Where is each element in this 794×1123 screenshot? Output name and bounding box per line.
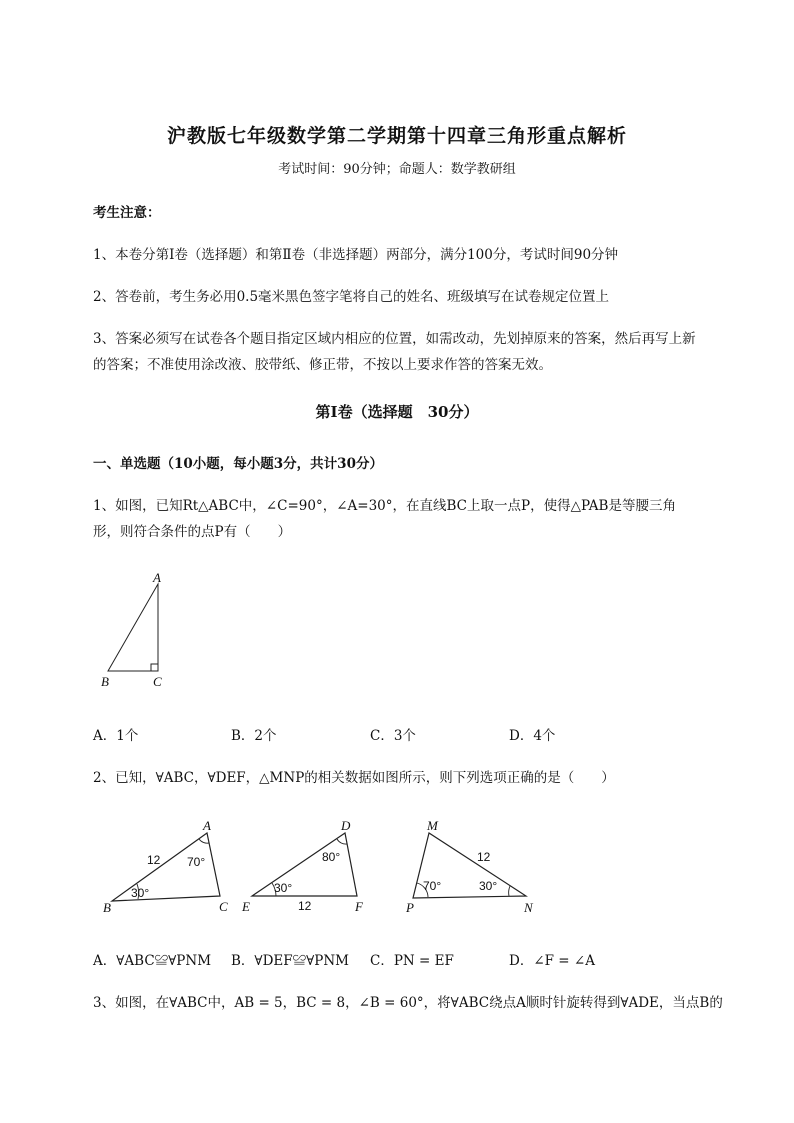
question-1-text-cont: 形，则符合条件的点P有（ ） — [93, 524, 292, 540]
q2-option-c[interactable]: C．PN = EF — [370, 953, 454, 969]
notice-item-1: 1、本卷分第Ⅰ卷（选择题）和第Ⅱ卷（非选择题）两部分，满分100分，考试时间90分钟 — [93, 247, 619, 263]
q1-option-b[interactable]: B．2个 — [231, 728, 277, 744]
vertex-a-label: A — [203, 818, 211, 833]
exam-info: 考试时间：90分钟；命题人：数学教研组 — [278, 162, 516, 177]
triangle-def — [252, 833, 357, 896]
angle-d-arc — [337, 839, 347, 844]
vertex-c-label: C — [153, 674, 162, 689]
vertex-b-label: B — [101, 674, 109, 689]
vertex-b-label: B — [103, 900, 111, 915]
question-2-figure-abc — [95, 815, 240, 920]
vertex-p-label: P — [406, 900, 414, 915]
vertex-n-label: N — [524, 900, 533, 915]
question-3-text: 3、如图，在∀ABC中，AB = 5，BC = 8，∠B = 60°，将∀ABC绕点A顺时针旋转得到∀ADE，当点B的 — [93, 995, 723, 1011]
angle-a-value: 70° — [187, 855, 206, 869]
notice-item-3: 3、答案必须写在试卷各个题目指定区域内相应的位置，如需改动，先划掉原来的答案，然后再写上新 — [93, 331, 696, 347]
angle-n-value: 30° — [479, 879, 498, 893]
section-title: 第Ⅰ卷（选择题 30分） — [315, 403, 479, 421]
right-angle-mark — [151, 664, 158, 671]
side-ef-length: 12 — [298, 899, 312, 913]
vertex-d-label: D — [341, 818, 351, 833]
side-ab-length: 12 — [147, 853, 161, 867]
q2-option-b[interactable]: B．∀DEF≌∀PNM — [231, 953, 349, 969]
triangle-abc — [108, 584, 158, 671]
question-1-text: 1、如图，已知Rt△ABC中，∠C=90°，∠A=30°，在直线BC上取一点P，使得△PAB是等腰三角 — [93, 498, 676, 514]
question-2-figure-def — [238, 815, 373, 920]
q2-option-d[interactable]: D．∠F = ∠A — [509, 953, 595, 969]
vertex-a-label: A — [153, 570, 161, 585]
q1-option-d[interactable]: D．4个 — [509, 728, 556, 744]
angle-e-value: 30° — [274, 881, 293, 895]
q2-option-a[interactable]: A．∀ABC≌∀PNM — [93, 953, 212, 969]
notice-item-2: 2、答卷前，考生务必用0.5毫米黑色签字笔将自己的姓名、班级填写在试卷规定位置上 — [93, 289, 610, 305]
question-2-text: 2、已知，∀ABC，∀DEF，△MNP的相关数据如图所示，则下列选项正确的是（ ） — [93, 770, 615, 786]
angle-b-value: 30° — [131, 886, 150, 900]
page-title: 沪教版七年级数学第二学期第十四章三角形重点解析 — [166, 125, 627, 147]
vertex-c-label: C — [219, 899, 228, 914]
side-mn-length: 12 — [477, 850, 491, 864]
vertex-e-label: E — [242, 899, 250, 914]
vertex-f-label: F — [355, 899, 363, 914]
angle-p-value: 70° — [423, 879, 442, 893]
angle-n-arc — [509, 886, 510, 896]
part-heading: 一、单选题（10小题，每小题3分，共计30分） — [93, 456, 383, 472]
q1-option-a[interactable]: A．1个 — [93, 728, 139, 744]
vertex-m-label: M — [427, 818, 438, 833]
notice-heading: 考生注意： — [93, 205, 161, 221]
question-2-figure-mnp — [400, 815, 545, 920]
notice-item-3-cont: 的答案；不准使用涂改液、胶带纸、修正带，不按以上要求作答的答案无效。 — [93, 357, 552, 373]
angle-a-arc — [199, 839, 209, 843]
question-1-figure — [95, 568, 175, 693]
q1-option-c[interactable]: C．3个 — [370, 728, 416, 744]
angle-d-value: 80° — [322, 850, 341, 864]
